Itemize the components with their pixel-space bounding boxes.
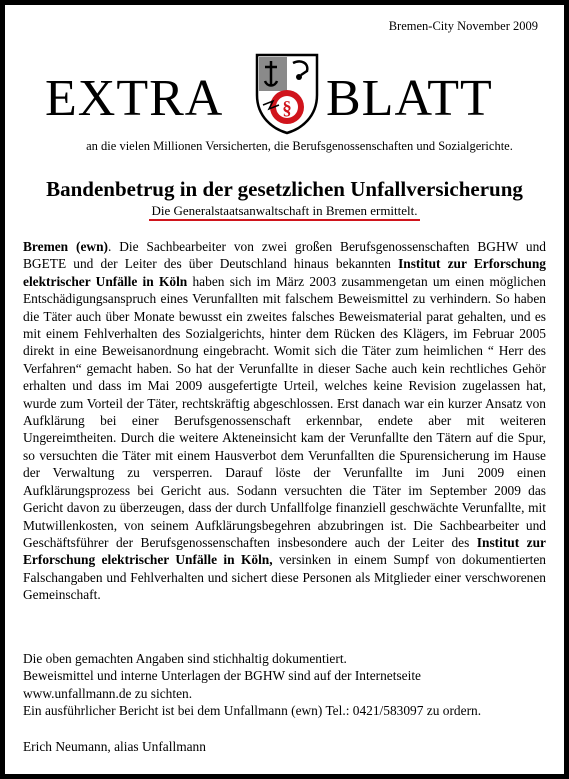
masthead xyxy=(5,45,564,137)
dateline: Bremen-City November 2009 xyxy=(388,19,538,33)
article-text-2: haben sich im März 2003 zusammengetan um einen möglichen Entschädigungsanspruch eines Verunfallten mit falschem Beweismittel zu verhindern. So haben die Täter auch über Monate bewusst ein zweites falsches Beweismaterial parat gehalten, und es mit einem Fehlverhalten des Sozialgerichts, hinter dem Rücken des Klägers, im Februar 2005 direkt in eine Beweisanordnung eingebracht. Womit sich die Täter zum heimlichen “ Herr des Verfahren“ gemacht haben. So hat der Verunfallte in dieser Sache auch kein rechtliches Gehör erhalten und dass im Mai 2009 ausgefertigte Urteil, welches keine Revision zugelassen hat, wurde zum Vorteil der Täter, rechtskräftig abgeschlossen. Erst danach war ein kurzer Ansatz von Aufklärung bei einer Berufsgenossenschaft erkennbar, endete aber mit weiteren Ungereimtheiten. Durch die weitere Akteneinsicht kam der Verunfallte den Tätern auf die Spur, so versuchten die Täter mit einem Hausverbot dem Verunfallten die Spurensicherung im Hause der Verwaltung zu versperren. Darauf löste der Verunfallte im Juni 2009 einen Aufklärungsprozess bei Gericht aus. Sodann versuchten die Täter im September 2009 das Gericht davon zu überzeugen, dass der durch Unfallfolge finanziell geschwächte Verunfallte, mit Mutwillenkosten, von seinem Aufklärungsbegehren abzubringen ist. Die Sachbearbeiter und Geschäftsführer der Berufsgenossenschaften insbesondere auch der Leiter des xyxy=(23,273,546,550)
article-text-3: versinken in einem Sumpf von dokumentierten Falschangaben und Fehlverhalten und sichert diese Personen als Mitglieder einer verschworenen Gemeinschaft. xyxy=(23,552,546,603)
footer-line-documented: Die oben gemachten Angaben sind stichhaltig dokumentiert. xyxy=(23,651,347,666)
article-body xyxy=(23,238,546,604)
footer-line-report: Ein ausführlicher Bericht ist bei dem Unfallmann (ewn) Tel.: 0421/583097 zu ordern. xyxy=(23,703,482,719)
signature: Erich Neumann, alias Unfallmann xyxy=(23,739,206,754)
footer-line-website: www.unfallmann.de zu sichten. xyxy=(23,685,193,701)
article-text-1: . Die Sachbearbeiter von zwei großen Berufsgenossenschaften BGHW und BGETE und der Leiter des über Deutschland hinaus bekannten xyxy=(23,239,546,272)
emblem-paragraph-sign: § xyxy=(282,98,292,119)
article-institute-name-2: Institut zur Erforschung elektrischer Unfälle in Köln, xyxy=(23,534,546,568)
footer-line-evidence: Beweismittel und interne Unterlagen der BGHW sind auf der Internetseite xyxy=(23,668,421,684)
article-institute-name-1: Institut zur Erforschung elektrischer Unfälle in Köln xyxy=(23,256,546,289)
masthead-subtitle: an die vielen Millionen Versicherten, die Berufsgenossenschaften und Sozialgerichte. xyxy=(86,139,513,153)
subheadline-text: Die Generalstaatsanwaltschaft in Bremen ermittelt. xyxy=(149,203,419,221)
newsletter-sheet xyxy=(3,3,566,776)
subheadline xyxy=(5,203,564,219)
headline: Bandenbetrug in der gesetzlichen Unfallversicherung xyxy=(46,177,523,201)
article-dateline: Bremen (ewn) xyxy=(23,239,108,254)
shield-anchor-paragraph-icon xyxy=(253,51,321,135)
masthead-word-left: EXTRA xyxy=(45,70,224,127)
masthead-word-right: BLATT xyxy=(326,70,493,127)
footer-notes xyxy=(23,650,546,720)
